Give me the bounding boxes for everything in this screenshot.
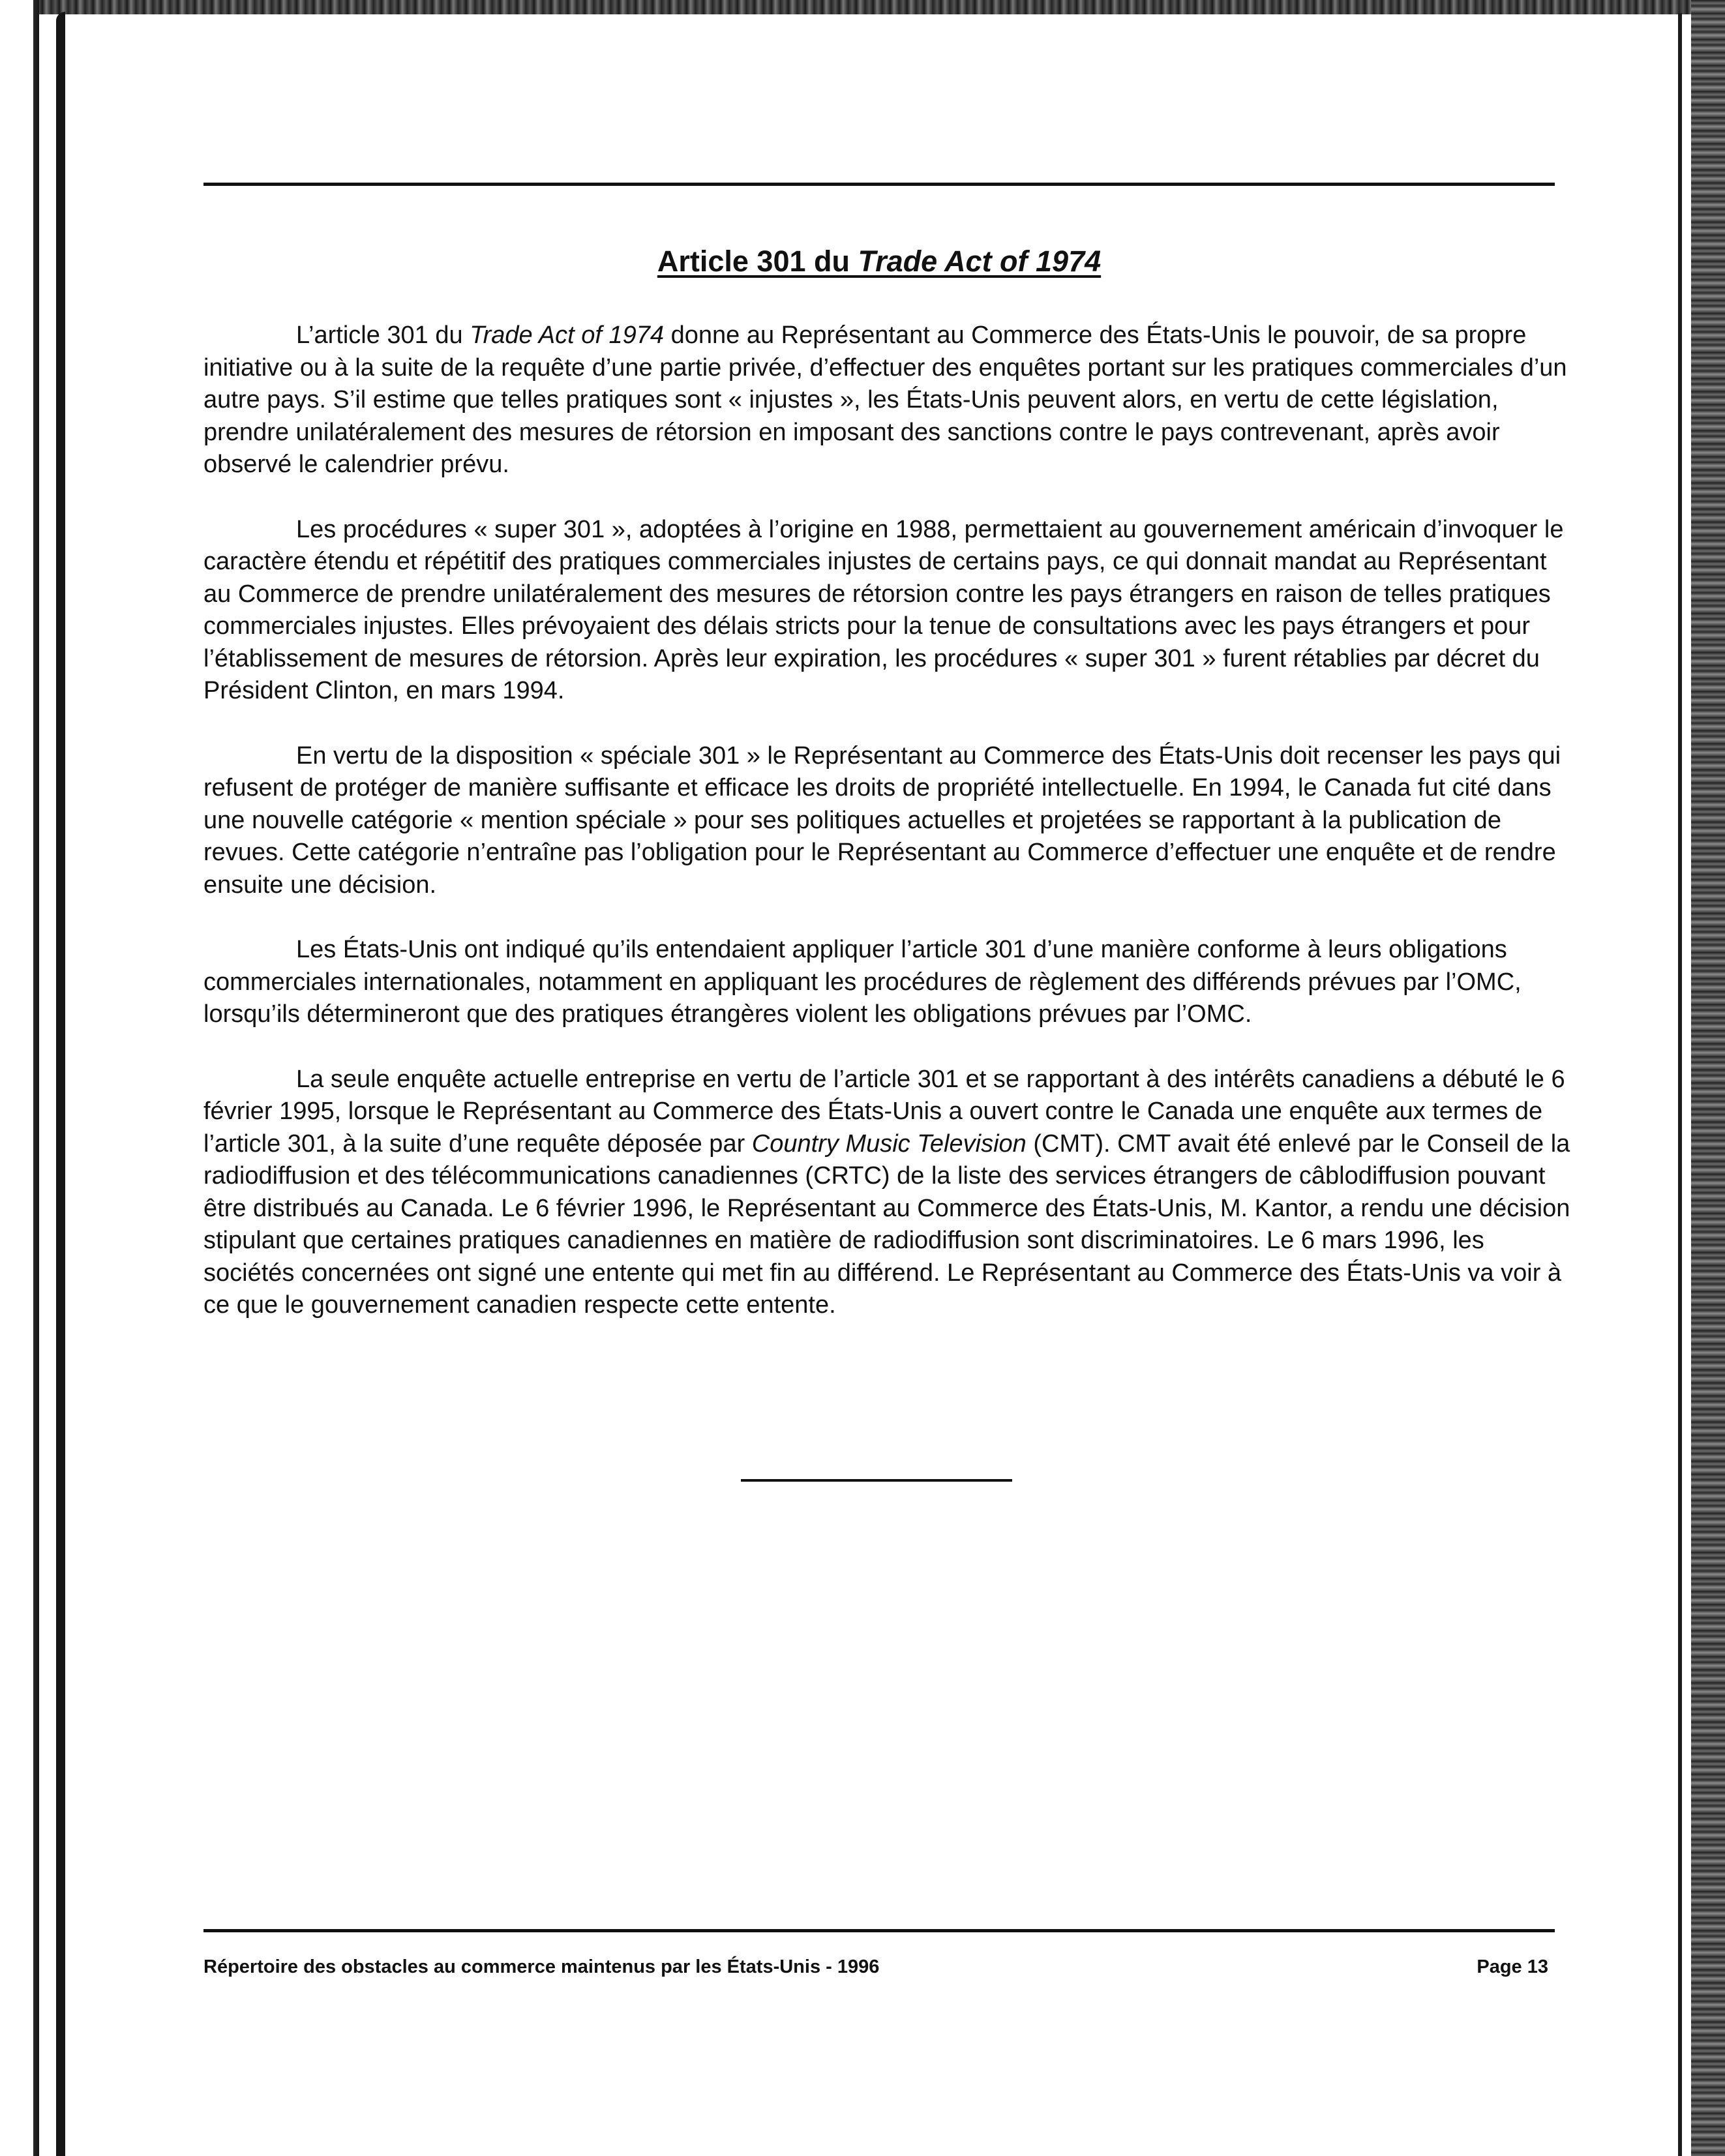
document-body [203, 320, 1576, 1355]
paragraph-1-pre: L’article 301 du [296, 322, 470, 349]
paragraph-3: En vertu de la disposition « spéciale 301 » le Représentant au Commerce des États-Unis doit recenser les pays qui refusent de protéger de manière suffisante et efficace les droits de propriété intellectuelle. En 1994, le Canada fut cité dans une nouvelle catégorie « mention spéciale » pour ses politiques actuelles et projetées se rapportant à la publication de revues. Cette catégorie n’entraîne pas l’obligation pour le Représentant au Commerce d’effectuer une enquête et de rendre ensuite une décision. [203, 741, 1561, 899]
paragraph-5 [203, 1064, 1576, 1322]
end-rule [741, 1479, 1012, 1482]
paragraph-1-post: donne au Représentant au Commerce des États-Unis le pouvoir, de sa propre initiative ou à la suite de la requête d’une partie privée, d’effectuer des enquêtes portant sur les pratiques commerciales d’un autre pays. S’il estime que telles pratiques sont « injustes », les États-Unis peuvent alors, en vertu de cette législation, prendre unilatéralement des mesures de rétorsion en imposant des sanctions contre le pays contrevenant, après avoir observé le calendrier prévu. [203, 322, 1567, 478]
paragraph-1 [203, 320, 1576, 481]
title-prefix: Article 301 du [657, 245, 858, 278]
scan-border-top [0, 0, 1725, 14]
paragraph-5-post: (CMT). CMT avait été enlevé par le Conseil de la radiodiffusion et des télécommunications canadiennes (CRTC) de la liste des services étrangers de câblodiffusion pouvant être distribués au Canada. Le 6 février 1996, le Représentant au Commerce des États-Unis, M. Kantor, a rendu une décision stipulant que certaines pratiques canadiennes en matière de radiodiffusion sont discriminatoires. Le 6 mars 1996, les sociétés concernées ont signé une entente qui met fin au différend. Le Représentant au Commerce des États-Unis va voir à ce que le gouvernement canadien respecte cette entente. [203, 1130, 1570, 1319]
scan-border-left [0, 0, 39, 2156]
paragraph-5-pre: La seule enquête actuelle entreprise en vertu de l’article 301 et se rapportant à des intérêts canadiens a débuté le 6 février 1995, lorsque le Représentant au Commerce des États-Unis a ouvert contre le Canada une enquête aux termes de l’article 301, à la suite d’une requête déposée par [203, 1065, 1565, 1158]
page-number: Page 13 [1477, 1956, 1548, 1977]
scan-binding-edge [56, 12, 65, 2156]
footer-source: Répertoire des obstacles au commerce maintenus par les États-Unis - 1996 [203, 1956, 880, 1977]
title-italic: Trade Act of 1974 [858, 245, 1102, 278]
paragraph-2: Les procédures « super 301 », adoptées à l’origine en 1988, permettaient au gouvernement américain d’invoquer le caractère étendu et répétitif des pratiques commerciales injustes de certains pays, ce qui donnait mandat au Représentant au Commerce de prendre unilatéralement des mesures de rétorsion contre les pays étrangers en raison de telles pratiques commerciales injustes. Elles prévoyaient des délais stricts pour la tenue de consultations avec les pays étrangers et pour l’établissement de mesures de rétorsion. Après leur expiration, les procédures « super 301 » furent rétablies par décret du Président Clinton, en mars 1994. [203, 515, 1564, 704]
page-title [203, 245, 1555, 278]
paragraph-5-italic: Country Music Television [751, 1130, 1027, 1158]
top-rule [203, 183, 1555, 186]
scan-right-edge-line [1678, 13, 1682, 2156]
paragraph-4: Les États-Unis ont indiqué qu’ils entendaient appliquer l’article 301 d’une manière conforme à leurs obligations commerciales internationales, notamment en appliquant les procédures de règlement des différends prévues par l’OMC, lorsqu’ils détermineront que des pratiques étrangères violent les obligations prévues par l’OMC. [203, 936, 1522, 1028]
scan-border-right [1691, 0, 1725, 2156]
paragraph-1-italic: Trade Act of 1974 [470, 322, 665, 349]
footer-rule [203, 1929, 1555, 1932]
